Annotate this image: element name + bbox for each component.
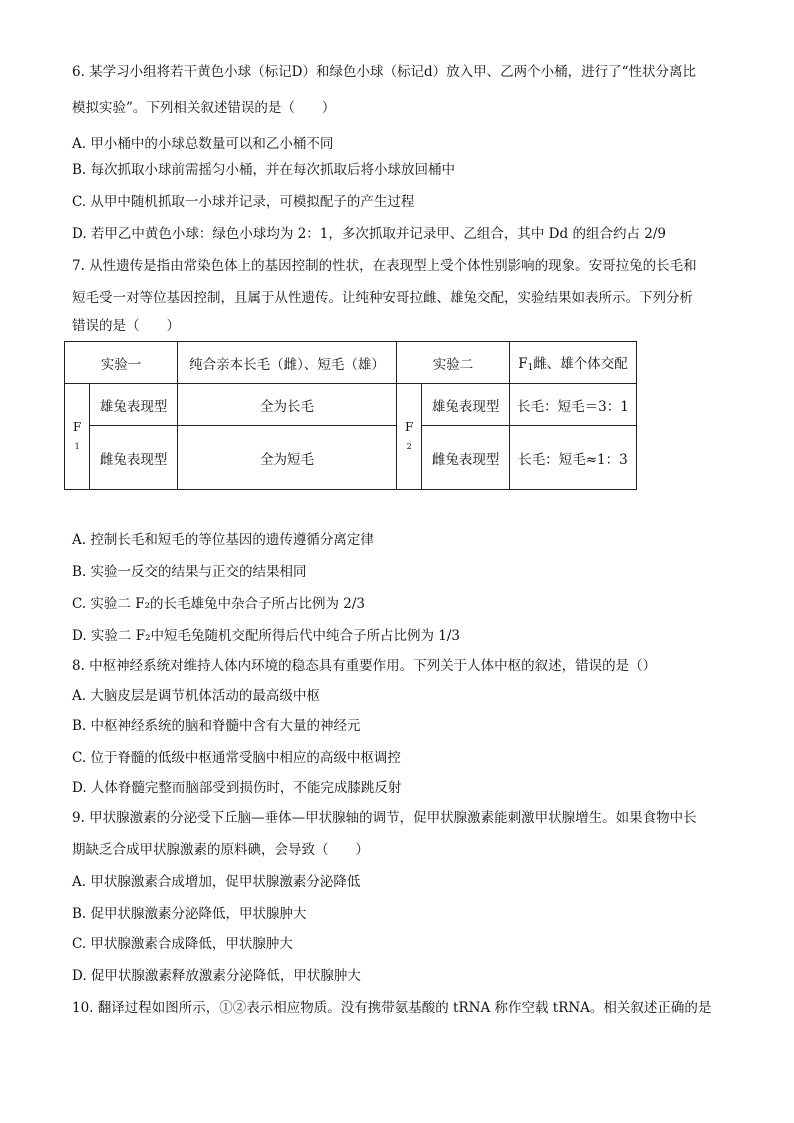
table-f2-male-label: 雄兔表现型 xyxy=(422,384,510,426)
q6-option-c: C. 从甲中随机抓取一小球并记录，可模拟配子的产生过程 xyxy=(72,194,415,210)
q7-option-c: C. 实验二 F₂的长毛雄兔中杂合子所占比例为 2/3 xyxy=(72,596,366,612)
experiment-table xyxy=(64,341,637,490)
table-exp2-header: 实验二 xyxy=(397,342,510,384)
table-f1-male-result: 全为长毛 xyxy=(178,384,397,426)
q9-stem-line2: 期缺乏合成甲状腺激素的原料碘，会导致（ ） xyxy=(72,842,369,858)
table-f2-female-label: 雌兔表现型 xyxy=(422,426,510,490)
table-f1-label: F 1 xyxy=(65,384,90,490)
table-f2-female-result: 长毛：短毛≈1：3 xyxy=(510,426,637,490)
table-f1-female-result: 全为短毛 xyxy=(178,426,397,490)
q6-option-b: B. 每次抓取小球前需摇匀小桶，并在每次抓取后将小球放回桶中 xyxy=(72,162,456,178)
q9-option-d: D. 促甲状腺激素释放激素分泌降低，甲状腺肿大 xyxy=(72,968,361,984)
q9-option-c: C. 甲状腺激素合成降低，甲状腺肿大 xyxy=(72,936,293,952)
q8-option-c: C. 位于脊髓的低级中枢通常受脑中相应的高级中枢调控 xyxy=(72,750,401,766)
q6-stem-line1: 6. 某学习小组将若干黄色小球（标记D）和绿色小球（标记d）放入甲、乙两个小桶，进行了“性状分离比 xyxy=(72,64,697,80)
q7-option-b: B. 实验一反交的结果与正交的结果相同 xyxy=(72,564,307,580)
q8-option-d: D. 人体脊髓完整而脑部受到损伤时，不能完成膝跳反射 xyxy=(72,780,402,796)
table-f2-male-result: 长毛：短毛＝3：1 xyxy=(510,384,637,426)
q7-stem-line2: 短毛受一对等位基因控制，且属于从性遗传。让纯种安哥拉雌、雄兔交配，实验结果如表所示。下列分析 xyxy=(72,290,693,306)
q6-stem-line2: 模拟实验”。下列相关叙述错误的是（ ） xyxy=(72,100,336,116)
q7-stem-line3: 错误的是（ ） xyxy=(72,318,180,334)
table-f1-male-label: 雄兔表现型 xyxy=(90,384,178,426)
q8-option-b: B. 中枢神经系统的脑和脊髓中含有大量的神经元 xyxy=(72,718,361,734)
table-f2-label: F 2 xyxy=(397,384,422,490)
q6-option-d: D. 若甲乙中黄色小球：绿色小球均为 2：1，多次抓取并记录甲、乙组合，其中 Dd 的组合约占 2/9 xyxy=(72,226,666,242)
table-f1-female-label: 雌兔表现型 xyxy=(90,426,178,490)
q6-option-a: A. 甲小桶中的小球总数量可以和乙小桶不同 xyxy=(72,136,334,152)
q8-stem: 8. 中枢神经系统对维持人体内环境的稳态具有重要作用。下列关于人体中枢的叙述，错误的是（） xyxy=(72,658,657,674)
table-exp2-desc: F1雌、雄个体交配 xyxy=(510,342,637,384)
q7-option-a: A. 控制长毛和短毛的等位基因的遗传遵循分离定律 xyxy=(72,532,374,548)
q10-stem-line1: 10. 翻译过程如图所示，①②表示相应物质。没有携带氨基酸的 tRNA 称作空载 tRNA。相关叙述正确的是 xyxy=(72,1000,712,1016)
q7-stem-line1: 7. 从性遗传是指由常染色体上的基因控制的性状，在表现型上受个体性别影响的现象。安哥拉兔的长毛和 xyxy=(72,258,697,274)
q7-option-d: D. 实验二 F₂中短毛兔随机交配所得后代中纯合子所占比例为 1/3 xyxy=(72,628,461,644)
q9-stem-line1: 9. 甲状腺激素的分泌受下丘脑—垂体—甲状腺轴的调节，促甲状腺激素能刺激甲状腺增生。如果食物中长 xyxy=(72,810,697,826)
table-exp1-desc: 纯合亲本长毛（雌）、短毛（雄） xyxy=(178,342,397,384)
q8-option-a: A. 大脑皮层是调节机体活动的最高级中枢 xyxy=(72,688,320,704)
q9-option-b: B. 促甲状腺激素分泌降低，甲状腺肿大 xyxy=(72,906,307,922)
q9-option-a: A. 甲状腺激素合成增加，促甲状腺激素分泌降低 xyxy=(72,874,361,890)
table-exp1-header: 实验一 xyxy=(65,342,178,384)
